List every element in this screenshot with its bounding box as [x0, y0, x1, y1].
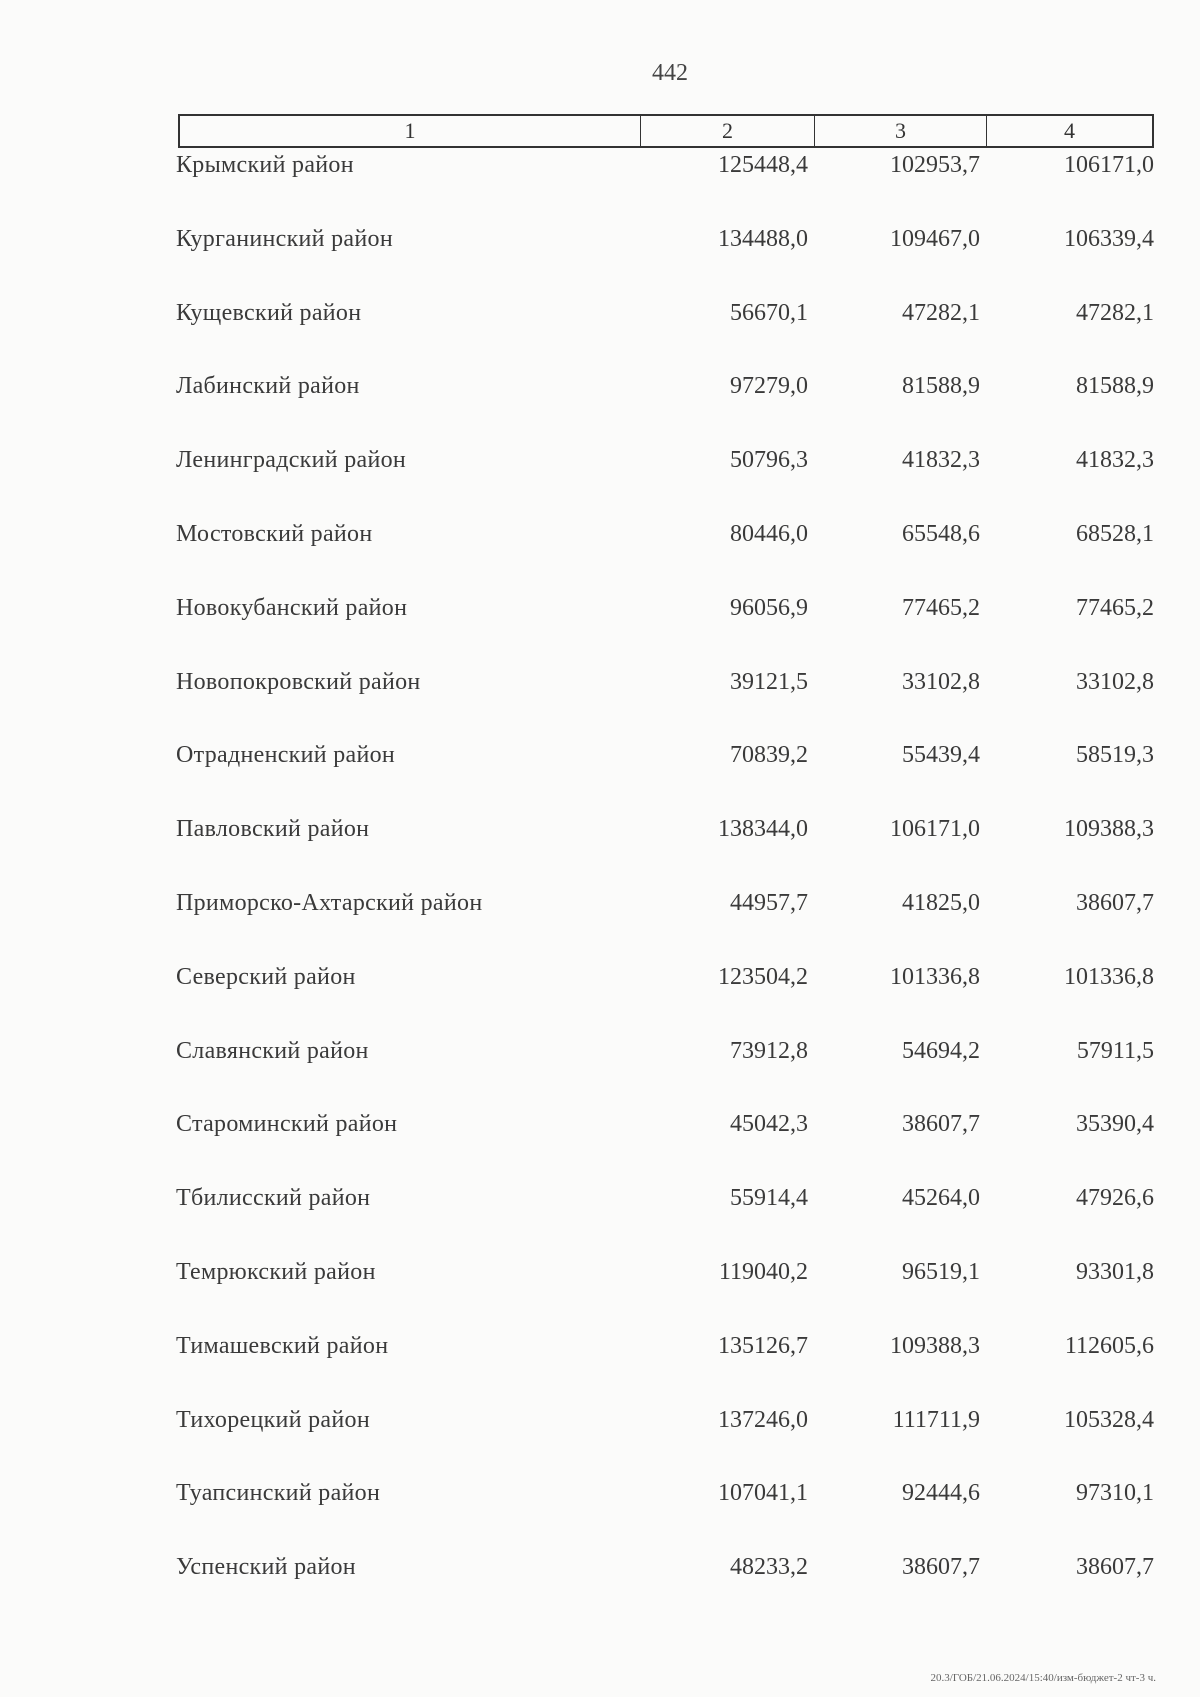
column-header-1: 1: [180, 116, 641, 146]
table-row: [0, 1111, 1200, 1151]
table-row: [0, 1333, 1200, 1373]
value-col-2: 55914,4: [730, 1185, 808, 1212]
value-col-4: 105328,4: [1064, 1406, 1154, 1433]
table-row: [0, 964, 1200, 1004]
value-col-2: 134488,0: [718, 225, 808, 252]
table-row: [0, 226, 1200, 266]
district-name: Кущевский район: [176, 299, 362, 326]
value-col-4: 106339,4: [1064, 225, 1154, 252]
value-col-3: 55439,4: [902, 742, 980, 769]
value-col-4: 77465,2: [1076, 594, 1154, 621]
value-col-4: 35390,4: [1076, 1111, 1154, 1138]
value-col-2: 135126,7: [718, 1332, 808, 1359]
value-col-3: 106171,0: [890, 816, 980, 843]
value-col-4: 58519,3: [1076, 742, 1154, 769]
table-row: [0, 669, 1200, 709]
value-col-4: 81588,9: [1076, 373, 1154, 400]
district-name: Тбилисский район: [176, 1185, 371, 1212]
table-row: [0, 447, 1200, 487]
value-col-3: 41825,0: [902, 890, 980, 916]
value-col-2: 48233,2: [730, 1554, 808, 1581]
document-footer-code: 20.3/ГОБ/21.06.2024/15:40/изм-бюджет-2 чт-3 ч.: [930, 1672, 1156, 1684]
table-row: [0, 1259, 1200, 1299]
value-col-4: 57911,5: [1076, 1037, 1154, 1064]
value-col-3: 81588,9: [902, 373, 980, 400]
value-col-2: 50796,3: [730, 447, 808, 474]
district-name: Славянский район: [176, 1037, 369, 1064]
value-col-4: 47926,6: [1076, 1185, 1154, 1212]
value-col-3: 47282,1: [902, 299, 980, 326]
value-col-2: 96056,9: [730, 594, 808, 621]
value-col-2: 44957,7: [730, 890, 808, 916]
value-col-2: 45042,3: [730, 1111, 808, 1138]
district-name: Лабинский район: [176, 373, 360, 400]
value-col-3: 96519,1: [902, 1259, 980, 1285]
value-col-4: 97310,1: [1076, 1480, 1154, 1507]
table-row: [0, 1480, 1200, 1520]
table-row: [0, 1407, 1200, 1447]
district-name: Ленинградский район: [176, 447, 407, 474]
value-col-3: 38607,7: [902, 1111, 980, 1138]
district-name: Успенский район: [176, 1554, 356, 1581]
value-col-2: 56670,1: [730, 299, 808, 326]
value-col-3: 102953,7: [890, 152, 980, 178]
value-col-2: 39121,5: [730, 668, 808, 695]
value-col-4: 38607,7: [1076, 890, 1154, 916]
value-col-4: 101336,8: [1064, 963, 1154, 990]
value-col-3: 109467,0: [890, 225, 980, 252]
column-header-4: 4: [1064, 118, 1075, 143]
value-col-2: 125448,4: [718, 152, 808, 178]
district-name: Северский район: [176, 963, 356, 990]
district-name: Приморско-Ахтарский район: [176, 890, 483, 916]
district-name: Темрюкский район: [176, 1259, 376, 1285]
value-col-4: 47282,1: [1076, 299, 1154, 326]
table-row: [0, 373, 1200, 413]
value-col-2: 107041,1: [718, 1480, 808, 1507]
value-col-2: 119040,2: [718, 1259, 808, 1285]
table-row: [0, 1554, 1200, 1594]
table-row: [0, 742, 1200, 782]
value-col-2: 73912,8: [730, 1037, 808, 1064]
value-col-3: 92444,6: [902, 1480, 980, 1507]
table-row: [0, 816, 1200, 856]
district-name: Тимашевский район: [176, 1332, 389, 1359]
value-col-2: 123504,2: [718, 963, 808, 990]
value-col-4: 68528,1: [1076, 521, 1154, 547]
district-name: Павловский район: [176, 816, 370, 843]
district-name: Мостовский район: [176, 521, 373, 547]
column-header-2: 2: [641, 116, 815, 146]
table-row: [0, 890, 1200, 930]
district-name: Крымский район: [176, 152, 354, 178]
value-col-3: 54694,2: [902, 1037, 980, 1064]
table-row: [0, 1038, 1200, 1078]
page-number: 442: [652, 60, 688, 86]
value-col-3: 45264,0: [902, 1185, 980, 1212]
value-col-4: 38607,7: [1076, 1554, 1154, 1581]
district-name: Курганинский район: [176, 225, 393, 252]
value-col-2: 137246,0: [718, 1406, 808, 1433]
table-row: [0, 1185, 1200, 1225]
district-name: Староминский район: [176, 1111, 398, 1138]
value-col-3: 65548,6: [902, 521, 980, 547]
value-col-3: 109388,3: [890, 1332, 980, 1359]
table-row: [0, 152, 1200, 192]
value-col-2: 70839,2: [730, 742, 808, 769]
value-col-4: 33102,8: [1076, 668, 1154, 695]
value-col-3: 101336,8: [890, 963, 980, 990]
value-col-4: 106171,0: [1064, 152, 1154, 178]
table-row: [0, 595, 1200, 635]
value-col-2: 97279,0: [730, 373, 808, 400]
district-name: Новокубанский район: [176, 594, 408, 621]
value-col-3: 77465,2: [902, 594, 980, 621]
value-col-4: 109388,3: [1064, 816, 1154, 843]
value-col-2: 138344,0: [718, 816, 808, 843]
district-name: Отрадненский район: [176, 742, 396, 769]
table-row: [0, 521, 1200, 561]
value-col-3: 38607,7: [902, 1554, 980, 1581]
value-col-3: 111711,9: [892, 1406, 980, 1433]
value-col-4: 112605,6: [1064, 1332, 1154, 1359]
table-row: [0, 300, 1200, 340]
value-col-4: 41832,3: [1076, 447, 1154, 474]
value-col-4: 93301,8: [1076, 1259, 1154, 1285]
district-name: Туапсинский район: [176, 1480, 381, 1507]
value-col-3: 41832,3: [902, 447, 980, 474]
value-col-2: 80446,0: [730, 521, 808, 547]
value-col-3: 33102,8: [902, 668, 980, 695]
column-header-3: 3: [815, 116, 987, 146]
district-name: Тихорецкий район: [176, 1406, 370, 1433]
district-name: Новопокровский район: [176, 668, 421, 695]
